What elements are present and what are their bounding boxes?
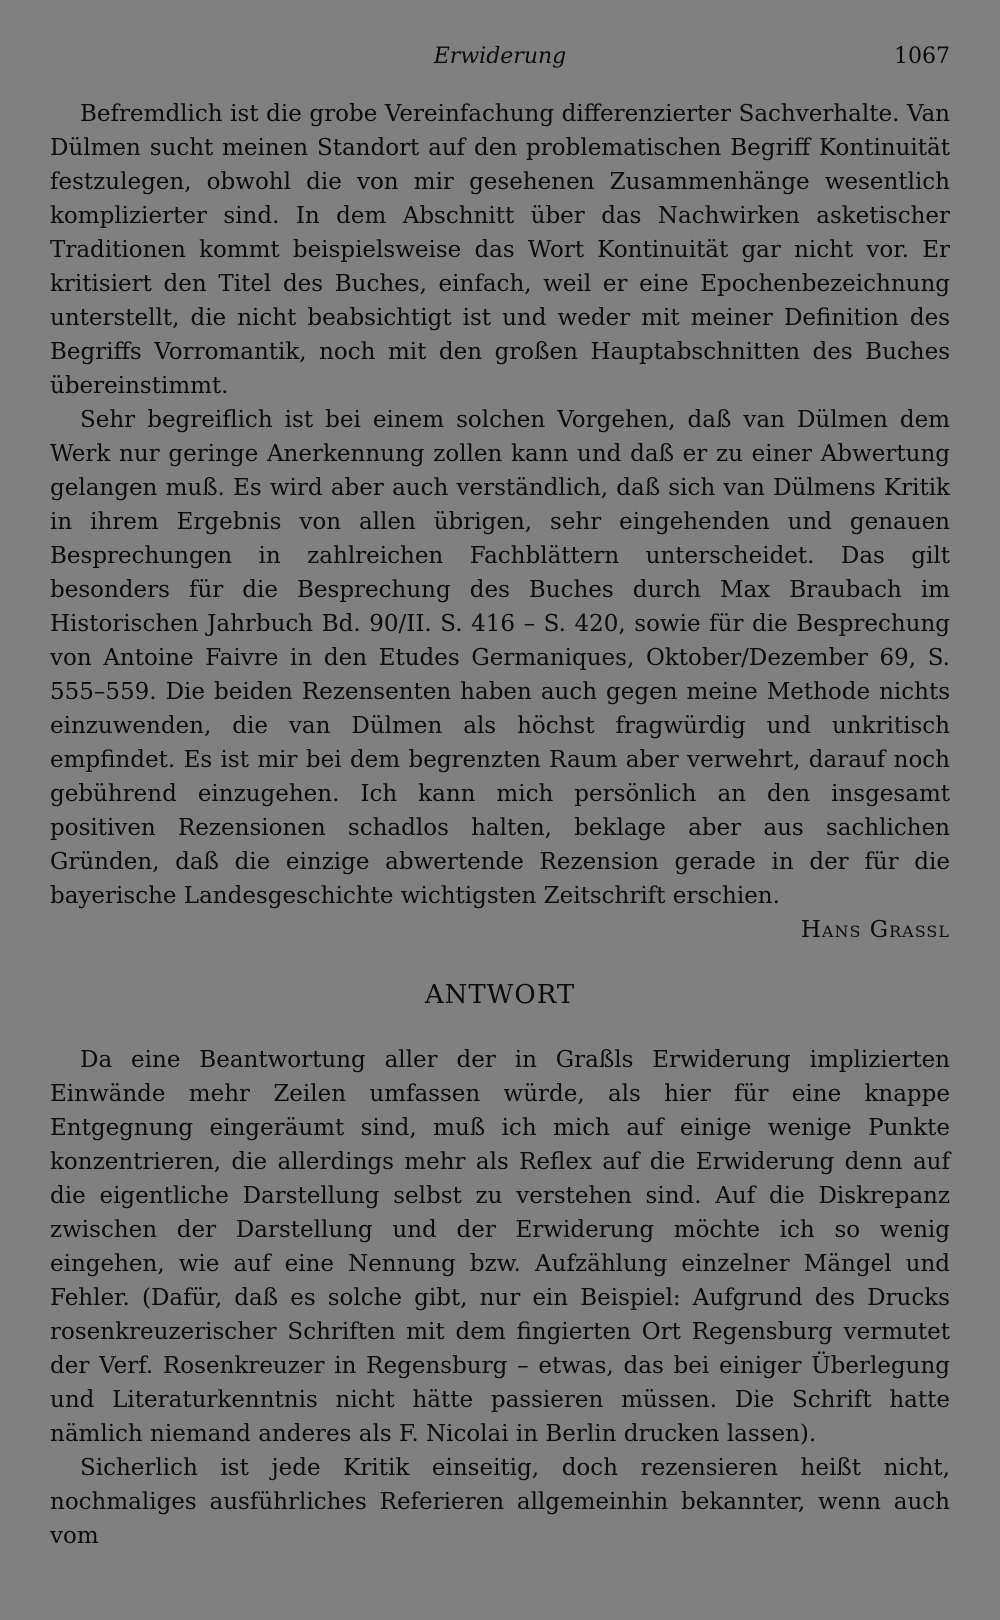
running-title: Erwiderung (433, 44, 567, 69)
paragraph-text: Sehr begreiflich ist bei einem solchen Vorgehen, daß van Dülmen dem Werk nur geringe Anerkennung zollen kann und daß er zu einer Abwertung gelangen muß. Es wird aber auch verständlich, daß sich van Dülmens Kritik in ihrem Ergebnis von allen übrigen, sehr eingehenden und genauen Besprechungen in zahlreichen Fachblättern unterscheidet. Das gilt besonders für die Besprechung des Buches durch Max Braubach im Historischen Jahrbuch Bd. 90/II. S. 416 – S. 420, sowie für die Besprechung von Antoine Faivre in den Etudes Germaniques, Oktober/Dezember 69, S. 555–559. Die beiden Rezensenten haben auch gegen meine Methode nichts einzuwenden, die van Dülmen als höchst fragwürdig und unkritisch empfindet. Es ist mir bei dem begrenzten Raum aber verwehrt, darauf noch gebührend einzugehen. Ich kann mich persönlich an den insgesamt positiven Rezensionen schadlos halten, beklage aber aus sachlichen Gründen, daß die einzige abwertende Rezension gerade in der für die bayerische Landesgeschichte wichtigsten Zeitschrift erschien. (50, 407, 950, 909)
paragraph: Befremdlich ist die grobe Vereinfachung differenzierter Sachverhalte. Van Dülmen sucht meinen Standort auf den problematischen Begriff Kontinuität festzulegen, obwohl die von mir gesehenen Zusammenhänge wesentlich komplizierter sind. In dem Abschnitt über das Nachwirken asketischer Traditionen kommt beispielsweise das Wort Kontinuität gar nicht vor. Er kritisiert den Titel des Buches, einfach, weil er eine Epochenbezeichnung unterstellt, die nicht beabsichtigt ist und weder mit meiner Definition des Begriffs Vorromantik, noch mit den großen Hauptabschnitten des Buches übereinstimmt. (50, 101, 950, 399)
section-heading: ANTWORT (424, 980, 576, 1010)
paragraph: Sicherlich ist jede Kritik einseitig, doch rezensieren heißt nicht, nochmaliges ausführliches Referieren allgemeinhin bekannter, wenn auch vom (50, 1455, 950, 1549)
page-number: 1067 (894, 44, 950, 69)
paragraph: Da eine Beantwortung aller der in Graßls Erwiderung implizierten Einwände mehr Zeilen umfassen würde, als hier für eine knappe Entgegnung eingeräumt sind, muß ich mich auf einige wenige Punkte konzentrieren, die allerdings mehr als Reflex auf die Erwiderung denn auf die eigentliche Darstellung selbst zu verstehen sind. Auf die Diskrepanz zwischen der Darstellung und der Erwiderung möchte ich so wenig eingehen, wie auf eine Nennung bzw. Aufzählung einzelner Mängel und Fehler. (Dafür, daß es solche gibt, nur ein Beispiel: Aufgrund des Drucks rosenkreuzerischer Schriften mit dem fingierten Ort Regensburg vermutet der Verf. Rosenkreuzer in Regensburg – etwas, das bei einiger Überlegung und Literaturkenntnis nicht hätte passieren müssen. Die Schrift hatte nämlich niemand anderes als F. Nicolai in Berlin drucken lassen). (50, 1047, 950, 1447)
paragraph (50, 403, 950, 943)
running-header (50, 40, 950, 76)
reply-body (50, 97, 950, 947)
author-signature: Hans Grassl (800, 917, 950, 943)
answer-body (50, 1043, 950, 1553)
